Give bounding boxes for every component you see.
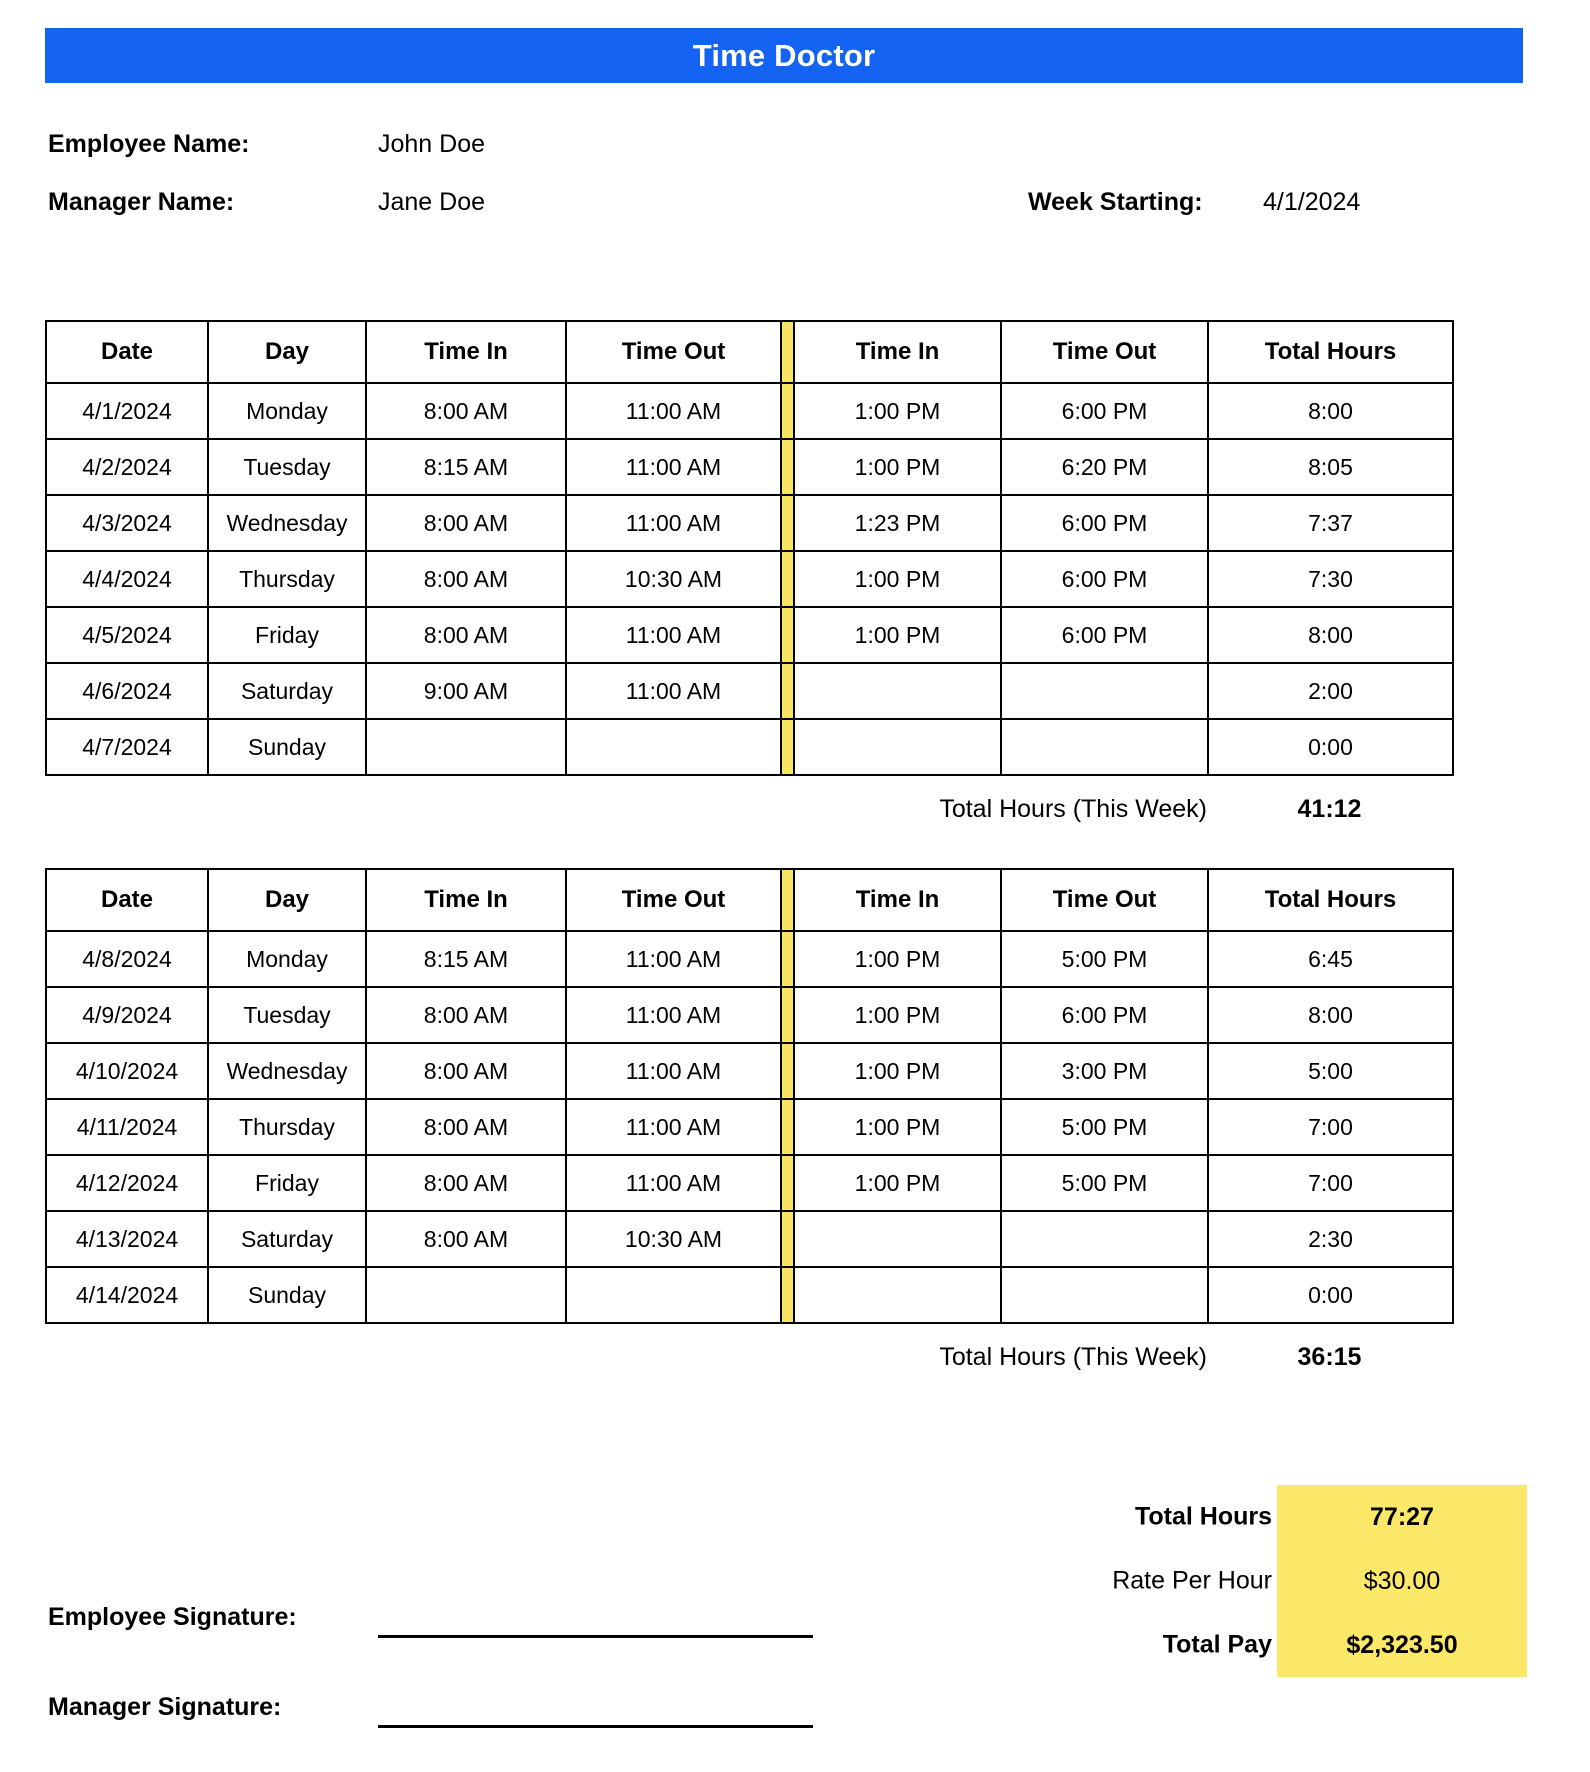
cell-time-in-2[interactable] — [794, 1211, 1001, 1267]
cell-date[interactable]: 4/10/2024 — [46, 1043, 208, 1099]
summary-total-hours-value: 77:27 — [1277, 1485, 1527, 1549]
cell-time-out-2[interactable]: 5:00 PM — [1001, 1099, 1208, 1155]
cell-time-out-1[interactable]: 10:30 AM — [566, 1211, 781, 1267]
summary-total-pay-row — [1007, 1613, 1527, 1677]
yellow-divider — [781, 663, 794, 719]
cell-time-in-2[interactable]: 1:00 PM — [794, 383, 1001, 439]
col-header-time-out-1: Time Out — [566, 321, 781, 383]
cell-date[interactable]: 4/4/2024 — [46, 551, 208, 607]
cell-time-in-1[interactable]: 8:00 AM — [366, 383, 566, 439]
col-header-total-hours: Total Hours — [1208, 321, 1453, 383]
col-header-time-out-1: Time Out — [566, 869, 781, 931]
cell-time-out-2[interactable] — [1001, 663, 1208, 719]
cell-time-in-1[interactable]: 8:00 AM — [366, 1155, 566, 1211]
table-row — [46, 1099, 1453, 1155]
cell-time-in-2[interactable] — [794, 663, 1001, 719]
cell-time-out-2[interactable] — [1001, 1267, 1208, 1323]
table-row — [46, 1211, 1453, 1267]
cell-time-in-1[interactable]: 8:00 AM — [366, 551, 566, 607]
cell-day[interactable]: Monday — [208, 931, 366, 987]
week1-total-value: 41:12 — [1297, 795, 1362, 823]
cell-date[interactable]: 4/8/2024 — [46, 931, 208, 987]
table-row — [46, 987, 1453, 1043]
manager-signature-line[interactable] — [378, 1725, 813, 1728]
cell-time-out-2[interactable]: 6:00 PM — [1001, 607, 1208, 663]
col-header-time-in-2: Time In — [794, 321, 1001, 383]
cell-time-out-1[interactable]: 11:00 AM — [566, 495, 781, 551]
employee-name-value[interactable]: John Doe — [378, 130, 486, 158]
yellow-divider — [781, 495, 794, 551]
cell-date[interactable]: 4/11/2024 — [46, 1099, 208, 1155]
summary-total-pay-value: $2,323.50 — [1277, 1613, 1527, 1677]
table-header-row — [46, 869, 1453, 931]
cell-time-out-1[interactable]: 11:00 AM — [566, 439, 781, 495]
cell-total-hours[interactable]: 7:00 — [1208, 1099, 1453, 1155]
summary-rate-row — [1007, 1549, 1527, 1613]
cell-date[interactable]: 4/3/2024 — [46, 495, 208, 551]
cell-day[interactable]: Tuesday — [208, 987, 366, 1043]
cell-time-in-1[interactable]: 8:00 AM — [366, 607, 566, 663]
cell-day[interactable]: Thursday — [208, 551, 366, 607]
cell-day[interactable]: Saturday — [208, 663, 366, 719]
week2-total-label: Total Hours (This Week) — [939, 1343, 1207, 1371]
cell-total-hours[interactable]: 0:00 — [1208, 719, 1453, 775]
cell-time-out-2[interactable]: 5:00 PM — [1001, 931, 1208, 987]
cell-date[interactable]: 4/2/2024 — [46, 439, 208, 495]
col-header-time-in-2: Time In — [794, 869, 1001, 931]
table-row — [46, 439, 1453, 495]
cell-time-out-1[interactable]: 11:00 AM — [566, 931, 781, 987]
cell-total-hours[interactable]: 8:05 — [1208, 439, 1453, 495]
cell-time-out-1[interactable]: 11:00 AM — [566, 1043, 781, 1099]
cell-time-out-1[interactable] — [566, 719, 781, 775]
cell-date[interactable]: 4/6/2024 — [46, 663, 208, 719]
table-row — [46, 551, 1453, 607]
table-row — [46, 663, 1453, 719]
cell-total-hours[interactable]: 8:00 — [1208, 383, 1453, 439]
manager-name-label: Manager Name: — [48, 188, 235, 216]
cell-day[interactable]: Sunday — [208, 1267, 366, 1323]
cell-time-out-2[interactable]: 6:00 PM — [1001, 495, 1208, 551]
cell-time-in-2[interactable]: 1:00 PM — [794, 1099, 1001, 1155]
cell-date[interactable]: 4/9/2024 — [46, 987, 208, 1043]
employee-name-label: Employee Name: — [48, 130, 250, 158]
week-starting-label: Week Starting: — [1028, 188, 1203, 216]
signature-section — [48, 1585, 868, 1765]
cell-total-hours[interactable]: 5:00 — [1208, 1043, 1453, 1099]
cell-date[interactable]: 4/14/2024 — [46, 1267, 208, 1323]
week1-total-row — [45, 795, 1452, 847]
employee-signature-row — [48, 1585, 868, 1675]
cell-day[interactable]: Wednesday — [208, 1043, 366, 1099]
cell-day[interactable]: Friday — [208, 607, 366, 663]
col-header-date: Date — [46, 321, 208, 383]
yellow-divider — [781, 1043, 794, 1099]
cell-time-in-2[interactable]: 1:00 PM — [794, 1155, 1001, 1211]
cell-date[interactable]: 4/13/2024 — [46, 1211, 208, 1267]
cell-time-out-2[interactable]: 6:00 PM — [1001, 551, 1208, 607]
cell-time-out-1[interactable]: 11:00 AM — [566, 607, 781, 663]
col-header-time-in-1: Time In — [366, 321, 566, 383]
cell-total-hours[interactable]: 7:00 — [1208, 1155, 1453, 1211]
cell-time-in-2[interactable]: 1:23 PM — [794, 495, 1001, 551]
table-row — [46, 931, 1453, 987]
cell-time-in-2[interactable]: 1:00 PM — [794, 551, 1001, 607]
cell-time-out-1[interactable] — [566, 1267, 781, 1323]
manager-name-row — [48, 188, 1528, 246]
cell-time-out-2[interactable]: 6:00 PM — [1001, 987, 1208, 1043]
yellow-divider — [781, 931, 794, 987]
cell-time-out-2[interactable] — [1001, 1211, 1208, 1267]
col-header-date: Date — [46, 869, 208, 931]
cell-time-in-1[interactable]: 8:00 AM — [366, 495, 566, 551]
manager-name-value[interactable]: Jane Doe — [378, 188, 486, 216]
col-header-time-out-2: Time Out — [1001, 321, 1208, 383]
table-row — [46, 607, 1453, 663]
yellow-divider — [781, 869, 794, 931]
cell-date[interactable]: 4/5/2024 — [46, 607, 208, 663]
cell-time-out-2[interactable]: 6:20 PM — [1001, 439, 1208, 495]
cell-total-hours[interactable]: 7:37 — [1208, 495, 1453, 551]
cell-date[interactable]: 4/12/2024 — [46, 1155, 208, 1211]
cell-total-hours[interactable]: 6:45 — [1208, 931, 1453, 987]
cell-time-out-1[interactable]: 11:00 AM — [566, 1155, 781, 1211]
week1-timesheet-table — [45, 320, 1454, 776]
cell-time-in-2[interactable]: 1:00 PM — [794, 607, 1001, 663]
cell-time-out-1[interactable]: 11:00 AM — [566, 383, 781, 439]
cell-time-out-2[interactable]: 5:00 PM — [1001, 1155, 1208, 1211]
yellow-divider — [781, 1155, 794, 1211]
yellow-divider — [781, 1099, 794, 1155]
cell-time-in-2[interactable]: 1:00 PM — [794, 987, 1001, 1043]
cell-time-in-1[interactable]: 8:00 AM — [366, 1099, 566, 1155]
week1-table-wrapper — [45, 320, 1452, 776]
cell-time-out-1[interactable]: 10:30 AM — [566, 551, 781, 607]
cell-date[interactable]: 4/1/2024 — [46, 383, 208, 439]
cell-total-hours[interactable]: 7:30 — [1208, 551, 1453, 607]
cell-time-in-2[interactable] — [794, 719, 1001, 775]
cell-day[interactable]: Tuesday — [208, 439, 366, 495]
yellow-divider — [781, 321, 794, 383]
summary-total-hours-label: Total Hours — [1134, 1502, 1272, 1531]
table-row — [46, 383, 1453, 439]
cell-total-hours[interactable]: 8:00 — [1208, 987, 1453, 1043]
yellow-divider — [781, 719, 794, 775]
employee-signature-label: Employee Signature: — [48, 1603, 297, 1631]
cell-total-hours[interactable]: 0:00 — [1208, 1267, 1453, 1323]
col-header-time-out-2: Time Out — [1001, 869, 1208, 931]
cell-time-in-1[interactable] — [366, 1267, 566, 1323]
cell-time-in-1[interactable]: 8:00 AM — [366, 1043, 566, 1099]
page-title: Time Doctor — [692, 37, 876, 73]
yellow-divider — [781, 383, 794, 439]
manager-signature-row — [48, 1675, 868, 1765]
cell-time-in-2[interactable]: 1:00 PM — [794, 439, 1001, 495]
table-row — [46, 719, 1453, 775]
cell-day[interactable]: Wednesday — [208, 495, 366, 551]
summary-total-pay-label: Total Pay — [1162, 1630, 1272, 1659]
employee-name-row — [48, 130, 1528, 188]
cell-time-out-2[interactable]: 6:00 PM — [1001, 383, 1208, 439]
cell-time-in-1[interactable]: 8:00 AM — [366, 1211, 566, 1267]
table-row — [46, 1155, 1453, 1211]
cell-time-in-1[interactable]: 8:15 AM — [366, 931, 566, 987]
pay-summary — [1007, 1485, 1527, 1677]
cell-day[interactable]: Friday — [208, 1155, 366, 1211]
week2-total-row — [45, 1343, 1452, 1395]
cell-day[interactable]: Sunday — [208, 719, 366, 775]
week2-table-wrapper — [45, 868, 1452, 1324]
week-starting-value[interactable]: 4/1/2024 — [1263, 188, 1361, 216]
cell-time-in-2[interactable]: 1:00 PM — [794, 931, 1001, 987]
cell-date[interactable]: 4/7/2024 — [46, 719, 208, 775]
document-title-bar — [45, 28, 1523, 83]
cell-time-out-2[interactable]: 3:00 PM — [1001, 1043, 1208, 1099]
cell-time-in-1[interactable]: 8:15 AM — [366, 439, 566, 495]
yellow-divider — [781, 439, 794, 495]
col-header-total-hours: Total Hours — [1208, 869, 1453, 931]
cell-time-out-1[interactable]: 11:00 AM — [566, 987, 781, 1043]
cell-day[interactable]: Monday — [208, 383, 366, 439]
yellow-divider — [781, 1267, 794, 1323]
cell-total-hours[interactable]: 2:00 — [1208, 663, 1453, 719]
employee-signature-line[interactable] — [378, 1635, 813, 1638]
cell-time-in-1[interactable] — [366, 719, 566, 775]
cell-day[interactable]: Saturday — [208, 1211, 366, 1267]
cell-time-in-2[interactable] — [794, 1267, 1001, 1323]
week2-total-value: 36:15 — [1297, 1343, 1362, 1371]
cell-time-in-2[interactable]: 1:00 PM — [794, 1043, 1001, 1099]
table-header-row — [46, 321, 1453, 383]
cell-time-in-1[interactable]: 8:00 AM — [366, 987, 566, 1043]
cell-time-out-1[interactable]: 11:00 AM — [566, 663, 781, 719]
cell-day[interactable]: Thursday — [208, 1099, 366, 1155]
cell-time-out-2[interactable] — [1001, 719, 1208, 775]
table-row — [46, 495, 1453, 551]
col-header-day: Day — [208, 869, 366, 931]
cell-total-hours[interactable]: 2:30 — [1208, 1211, 1453, 1267]
cell-time-out-1[interactable]: 11:00 AM — [566, 1099, 781, 1155]
yellow-divider — [781, 607, 794, 663]
week2-rows — [46, 931, 1453, 1323]
week2-timesheet-table — [45, 868, 1454, 1324]
header-info — [48, 130, 1528, 246]
table-row — [46, 1267, 1453, 1323]
col-header-time-in-1: Time In — [366, 869, 566, 931]
yellow-divider — [781, 551, 794, 607]
summary-total-hours-row — [1007, 1485, 1527, 1549]
summary-rate-value[interactable]: $30.00 — [1277, 1549, 1527, 1613]
week1-total-label: Total Hours (This Week) — [939, 795, 1207, 823]
cell-time-in-1[interactable]: 9:00 AM — [366, 663, 566, 719]
manager-signature-label: Manager Signature: — [48, 1693, 282, 1721]
cell-total-hours[interactable]: 8:00 — [1208, 607, 1453, 663]
summary-rate-label: Rate Per Hour — [1112, 1566, 1272, 1595]
col-header-day: Day — [208, 321, 366, 383]
week1-rows — [46, 383, 1453, 775]
yellow-divider — [781, 987, 794, 1043]
yellow-divider — [781, 1211, 794, 1267]
table-row — [46, 1043, 1453, 1099]
